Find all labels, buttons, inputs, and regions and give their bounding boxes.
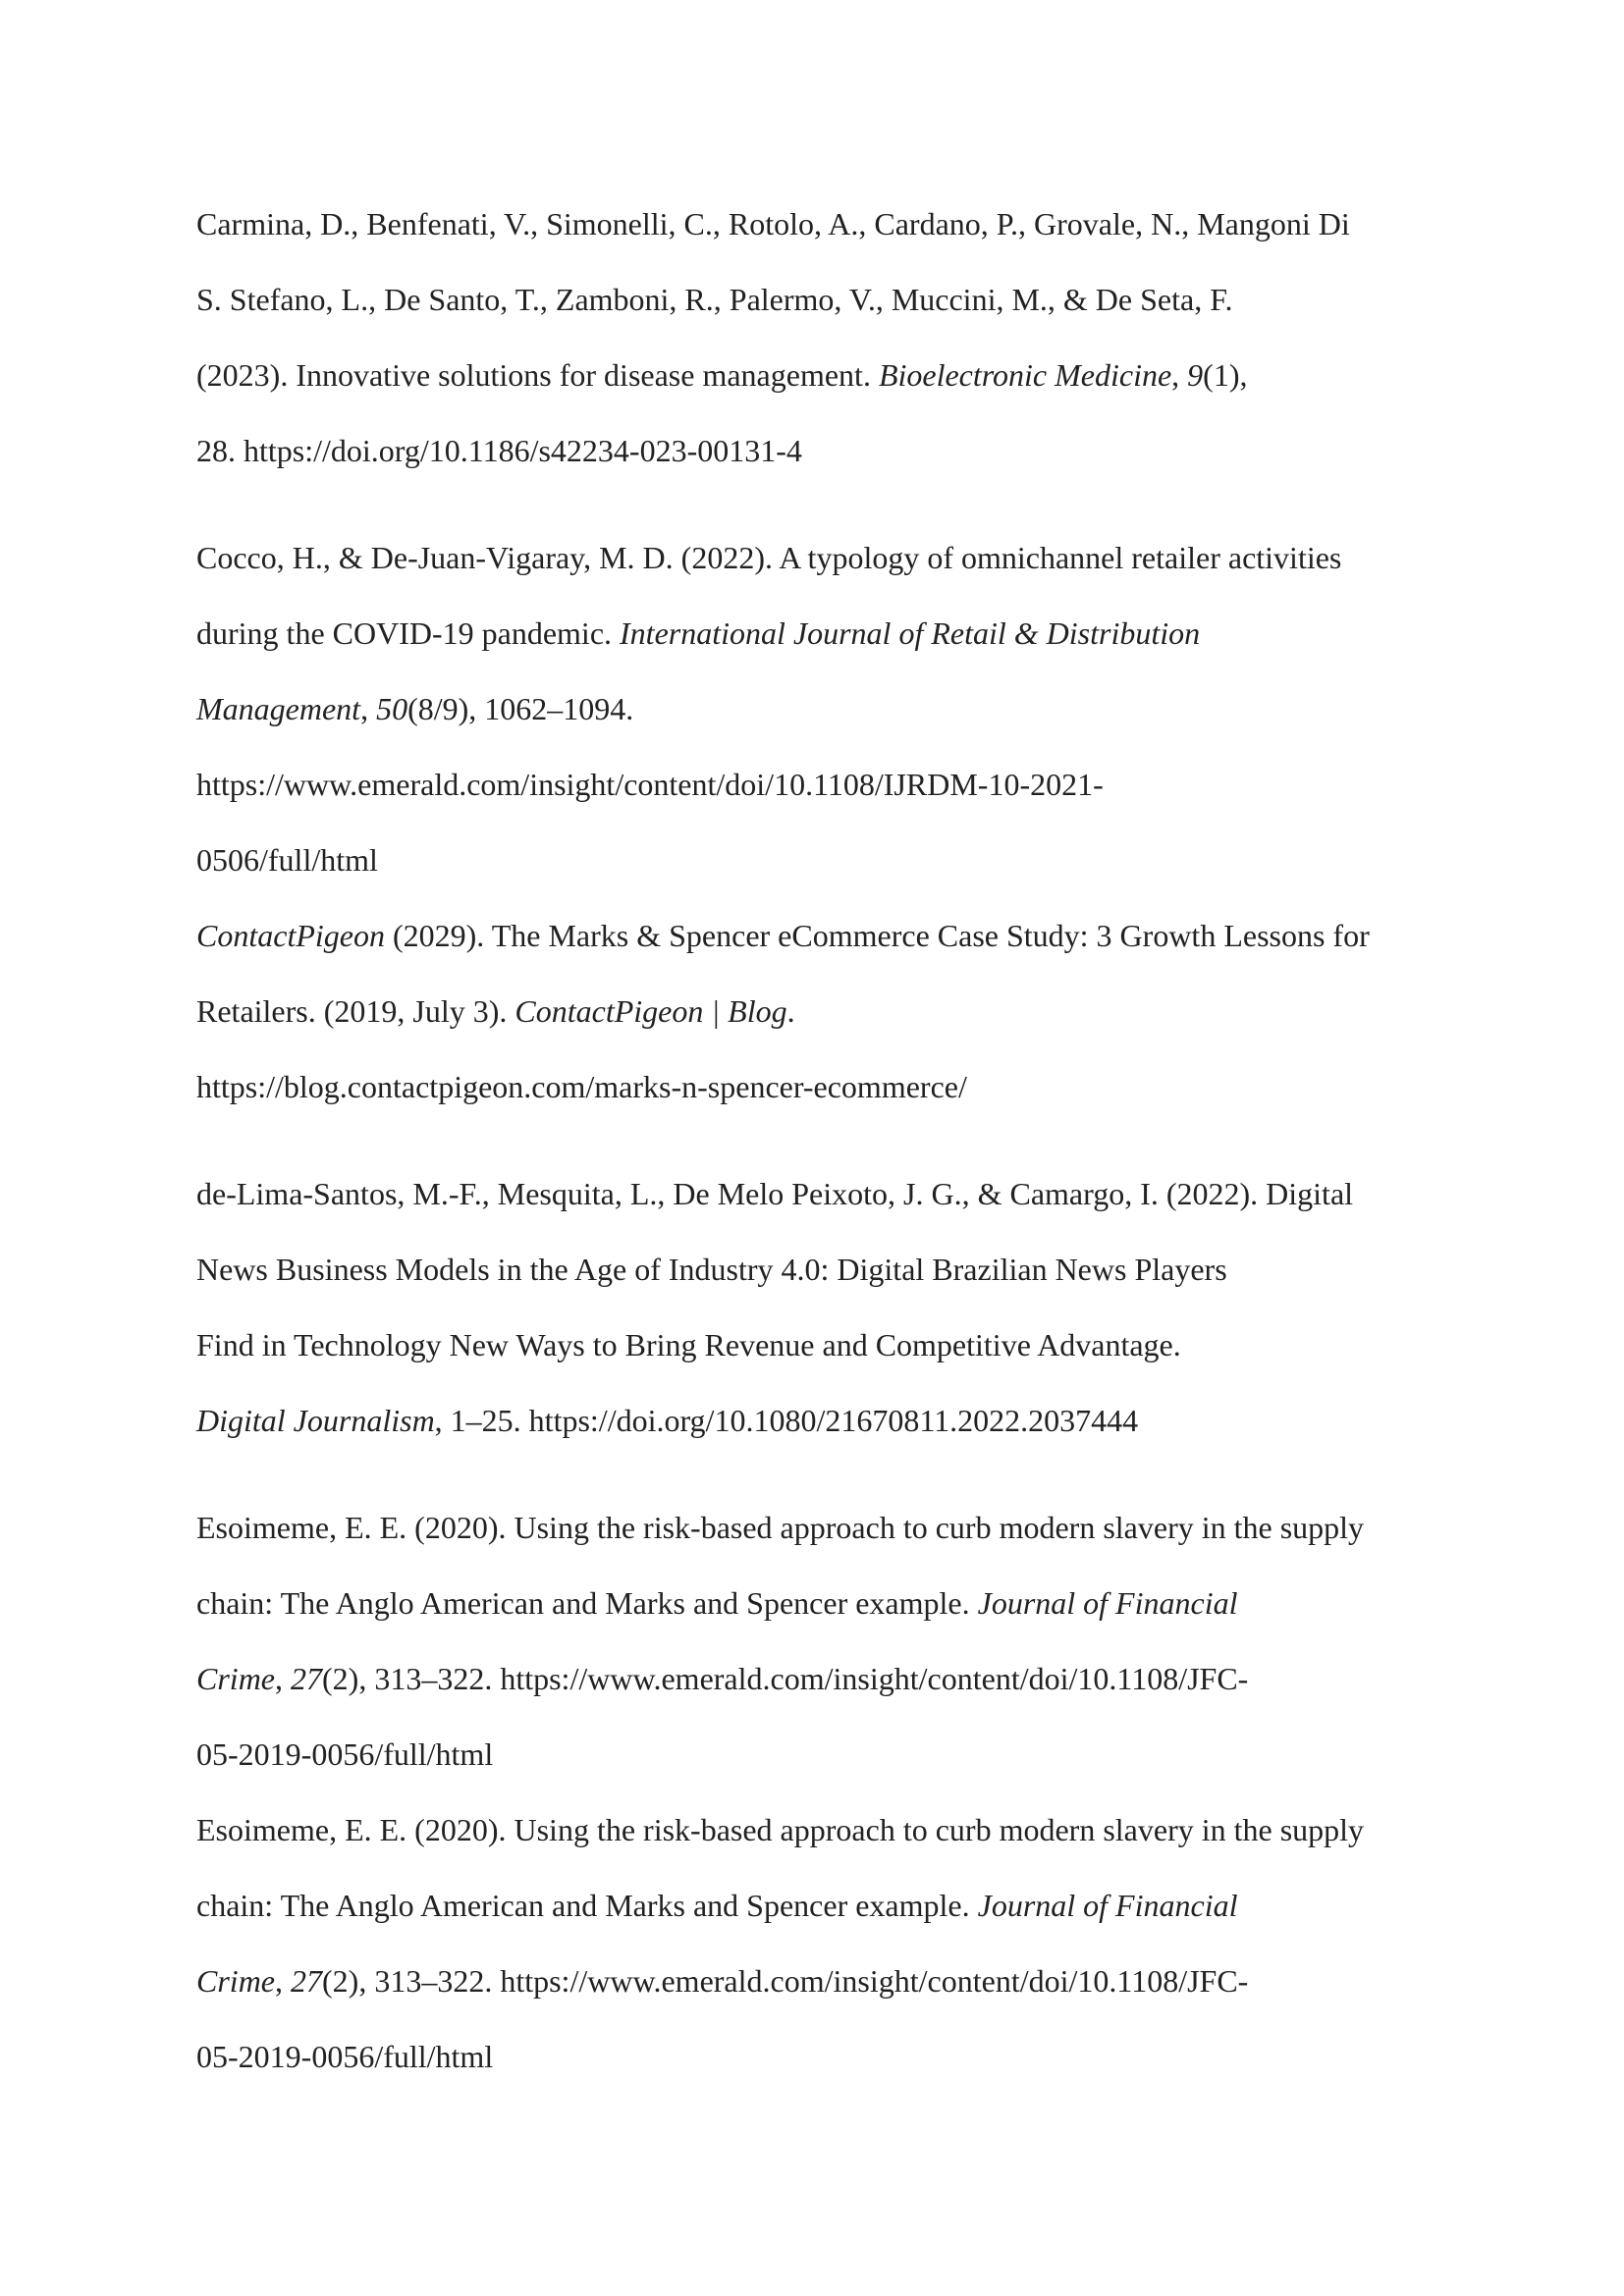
reference-italic-text: Management (196, 691, 361, 726)
reference-italic-text: Bioelectronic Medicine (878, 357, 1172, 393)
reference-line (196, 1944, 1434, 2019)
reference-text: Retailers. (2019, July 3). (196, 993, 515, 1029)
reference-italic-text: ContactPigeon | Blog (514, 993, 787, 1029)
reference-line (196, 187, 1434, 262)
reference-line (196, 1383, 1434, 1459)
reference-text: News Business Models in the Age of Industry 4.0: Digital Brazilian News Players (196, 1252, 1227, 1287)
reference-line (196, 1641, 1434, 1717)
reference-line (196, 1232, 1434, 1308)
reference-text: S. Stefano, L., De Santo, T., Zamboni, R., Palermo, V., Muccini, M., & De Seta, F. (196, 282, 1233, 317)
reference-line (196, 1308, 1434, 1383)
reference-text: 0506/full/html (196, 842, 378, 878)
reference-line (196, 671, 1434, 747)
reference-text: , 1–25. https://doi.org/10.1080/21670811.2022.2037444 (434, 1403, 1139, 1438)
reference-text: (2), 313–322. https://www.emerald.com/insight/content/doi/10.1108/JFC- (322, 1661, 1249, 1696)
reference-text: during the COVID-19 pandemic. (196, 615, 621, 651)
reference-line (196, 262, 1434, 338)
reference-italic-text: Journal of Financial (977, 1585, 1238, 1621)
reference-line (196, 413, 1434, 489)
reference-line (196, 898, 1434, 974)
reference-entry (196, 1792, 1434, 2095)
reference-entry (196, 1156, 1434, 1459)
reference-italic-text: 9 (1187, 357, 1204, 393)
reference-line (196, 1490, 1434, 1566)
reference-italic-text: Crime (196, 1963, 275, 1999)
reference-entry (196, 187, 1434, 489)
reference-list (196, 187, 1434, 2095)
reference-line (196, 823, 1434, 898)
reference-text: Esoimeme, E. E. (2020). Using the risk-based approach to curb modern slavery in the supply (196, 1812, 1365, 1847)
reference-italic-text: Crime (196, 1661, 275, 1696)
reference-line (196, 1868, 1434, 1944)
reference-text: de-Lima-Santos, M.-F., Mesquita, L., De Melo Peixoto, J. G., & Camargo, I. (2022). Digital (196, 1176, 1354, 1211)
reference-line (196, 974, 1434, 1049)
reference-line (196, 520, 1434, 596)
reference-line (196, 1156, 1434, 1232)
reference-line (196, 338, 1434, 413)
reference-entry (196, 898, 1434, 1125)
reference-text: , (360, 691, 377, 726)
reference-line (196, 1792, 1434, 1868)
reference-text: chain: The Anglo American and Marks and Spencer example. (196, 1585, 978, 1621)
reference-italic-text: International Journal of Retail & Distribution (620, 615, 1201, 651)
reference-text: Esoimeme, E. E. (2020). Using the risk-based approach to curb modern slavery in the supply (196, 1510, 1365, 1545)
reference-line (196, 1049, 1434, 1125)
reference-italic-text: 27 (291, 1963, 322, 1999)
reference-text: , (1171, 357, 1188, 393)
reference-line (196, 1566, 1434, 1641)
reference-text: (8/9), 1062–1094. (407, 691, 634, 726)
reference-entry (196, 1490, 1434, 1792)
reference-text: Carmina, D., Benfenati, V., Simonelli, C., Rotolo, A., Cardano, P., Grovale, N., Mangoni Di (196, 206, 1350, 241)
reference-text: , (275, 1963, 291, 1999)
reference-italic-text: Digital Journalism (196, 1403, 435, 1438)
reference-entry (196, 520, 1434, 898)
reference-text: (2023). Innovative solutions for disease management. (196, 357, 879, 393)
reference-italic-text: Journal of Financial (977, 1888, 1238, 1923)
reference-line (196, 596, 1434, 671)
reference-text: https://blog.contactpigeon.com/marks-n-spencer-ecommerce/ (196, 1069, 967, 1104)
reference-text: 05-2019-0056/full/html (196, 2039, 494, 2074)
reference-text: (1), (1203, 357, 1248, 393)
reference-text: 05-2019-0056/full/html (196, 1736, 494, 1772)
reference-italic-text: 27 (291, 1661, 322, 1696)
reference-line (196, 1717, 1434, 1792)
reference-italic-text: 50 (376, 691, 408, 726)
reference-text: , (275, 1661, 291, 1696)
reference-text: . (786, 993, 795, 1029)
reference-text: Find in Technology New Ways to Bring Revenue and Competitive Advantage. (196, 1327, 1181, 1362)
reference-text: https://www.emerald.com/insight/content/doi/10.1108/IJRDM-10-2021- (196, 767, 1104, 802)
reference-text: 28. https://doi.org/10.1186/s42234-023-00131-4 (196, 433, 802, 468)
reference-text: Cocco, H., & De-Juan-Vigaray, M. D. (2022). A typology of omnichannel retailer activities (196, 540, 1342, 575)
reference-line (196, 747, 1434, 823)
reference-text: (2), 313–322. https://www.emerald.com/insight/content/doi/10.1108/JFC- (322, 1963, 1249, 1999)
reference-text: chain: The Anglo American and Marks and Spencer example. (196, 1888, 978, 1923)
reference-text: (2029). The Marks & Spencer eCommerce Case Study: 3 Growth Lessons for (384, 918, 1370, 953)
reference-line (196, 2019, 1434, 2095)
reference-italic-text: ContactPigeon (196, 918, 385, 953)
